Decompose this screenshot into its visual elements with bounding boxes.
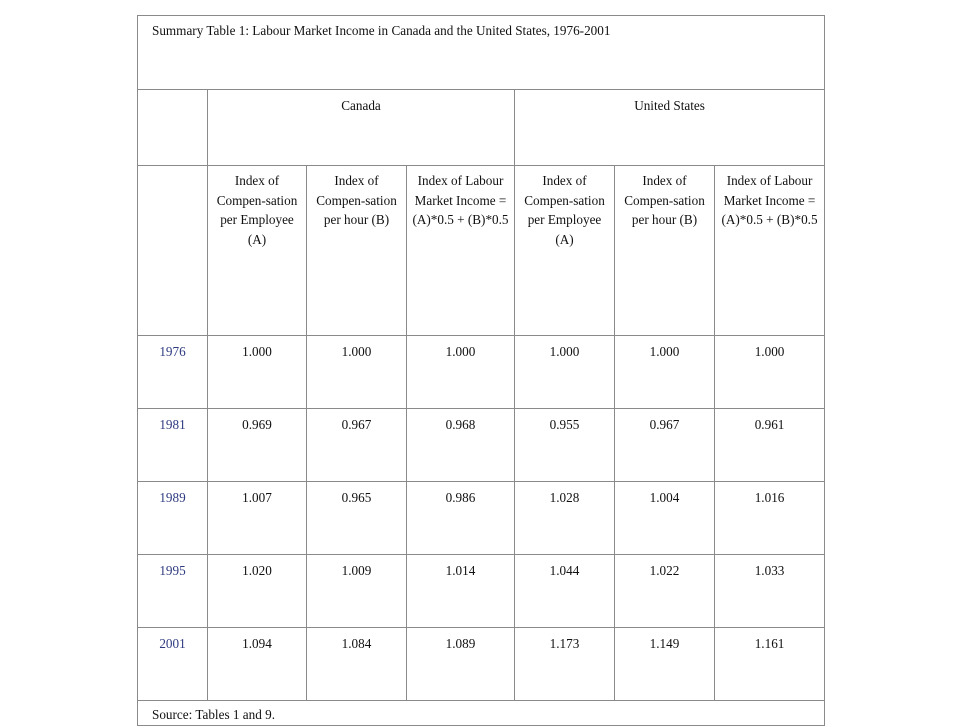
value-cell: 1.149 [615, 628, 715, 701]
table-row [138, 409, 825, 482]
table-row [138, 336, 825, 409]
value-cell: 0.967 [615, 409, 715, 482]
empty-year-header-cell [138, 166, 208, 336]
source-row [138, 701, 825, 726]
column-header: Index of Compen-sation per Employee (A) [515, 166, 615, 336]
value-cell: 1.094 [208, 628, 307, 701]
value-cell: 0.955 [515, 409, 615, 482]
value-cell: 1.000 [208, 336, 307, 409]
value-cell: 0.961 [715, 409, 825, 482]
value-cell: 1.033 [715, 555, 825, 628]
year-cell: 1981 [138, 409, 208, 482]
table-row [138, 482, 825, 555]
value-cell: 0.969 [208, 409, 307, 482]
year-cell: 1976 [138, 336, 208, 409]
column-header: Index of Labour Market Income = (A)*0.5 + (B)*0.5 [407, 166, 515, 336]
document-page [137, 15, 824, 720]
value-cell: 1.089 [407, 628, 515, 701]
value-cell: 0.965 [307, 482, 407, 555]
value-cell: 1.009 [307, 555, 407, 628]
value-cell: 1.000 [515, 336, 615, 409]
value-cell: 1.007 [208, 482, 307, 555]
value-cell: 0.967 [307, 409, 407, 482]
column-header: Index of Labour Market Income = (A)*0.5 + (B)*0.5 [715, 166, 825, 336]
column-header: Index of Compen-sation per Employee (A) [208, 166, 307, 336]
value-cell: 0.968 [407, 409, 515, 482]
value-cell: 1.022 [615, 555, 715, 628]
value-cell: 1.000 [407, 336, 515, 409]
value-cell: 1.044 [515, 555, 615, 628]
table-title: Summary Table 1: Labour Market Income in Canada and the United States, 1976-2001 [138, 16, 825, 90]
year-cell: 2001 [138, 628, 208, 701]
column-header: Index of Compen-sation per hour (B) [307, 166, 407, 336]
year-cell: 1995 [138, 555, 208, 628]
table-row [138, 555, 825, 628]
group-header-united-states: United States [515, 90, 825, 166]
group-header-canada: Canada [208, 90, 515, 166]
value-cell: 1.016 [715, 482, 825, 555]
value-cell: 1.020 [208, 555, 307, 628]
value-cell: 0.986 [407, 482, 515, 555]
value-cell: 1.000 [615, 336, 715, 409]
empty-corner-cell [138, 90, 208, 166]
summary-table [137, 15, 825, 726]
column-header: Index of Compen-sation per hour (B) [615, 166, 715, 336]
year-cell: 1989 [138, 482, 208, 555]
title-row [138, 16, 825, 90]
value-cell: 1.084 [307, 628, 407, 701]
value-cell: 1.000 [307, 336, 407, 409]
column-header-row [138, 166, 825, 336]
source-note: Source: Tables 1 and 9. [138, 701, 825, 726]
value-cell: 1.014 [407, 555, 515, 628]
country-header-row [138, 90, 825, 166]
value-cell: 1.000 [715, 336, 825, 409]
value-cell: 1.173 [515, 628, 615, 701]
table-row [138, 628, 825, 701]
value-cell: 1.161 [715, 628, 825, 701]
value-cell: 1.028 [515, 482, 615, 555]
value-cell: 1.004 [615, 482, 715, 555]
